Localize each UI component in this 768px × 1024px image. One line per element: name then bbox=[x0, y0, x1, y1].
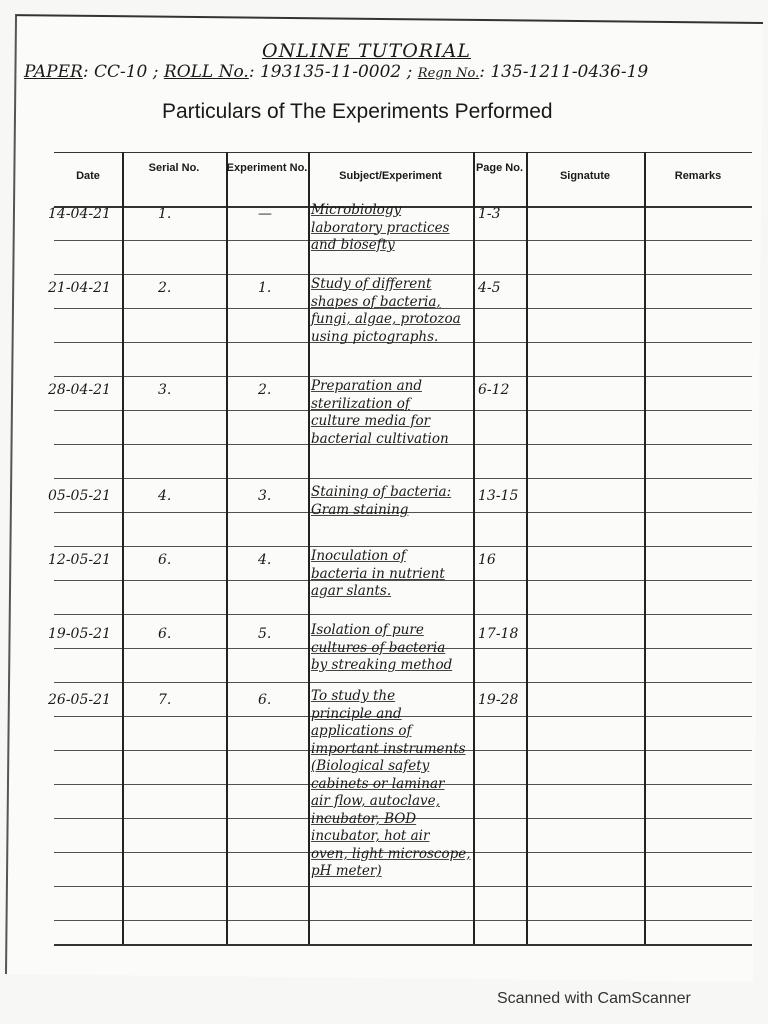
page-title: ONLINE TUTORIAL bbox=[262, 40, 471, 62]
row-experiment: — bbox=[258, 206, 272, 222]
ruled-line bbox=[54, 716, 752, 717]
ruled-line bbox=[54, 920, 752, 921]
header-info bbox=[24, 62, 648, 82]
col-head-subject: Subject/Experiment bbox=[339, 170, 442, 182]
row-subject-line: (Biological safety bbox=[311, 758, 430, 774]
ruled-line bbox=[54, 240, 752, 241]
row-subject-line: sterilization of bbox=[311, 395, 410, 412]
roll-label: ROLL No. bbox=[163, 62, 249, 82]
row-serial: 1. bbox=[158, 206, 172, 222]
separator-colon: : bbox=[82, 62, 94, 82]
roll-value: 193135-11-0002 bbox=[259, 62, 402, 82]
row-subject-line: Preparation and bbox=[311, 378, 422, 394]
row-serial: 6. bbox=[158, 552, 172, 568]
regn-value: 135-1211-0436-19 bbox=[490, 62, 649, 82]
row-subject-line: Inoculation of bbox=[311, 548, 406, 564]
column-divider bbox=[308, 152, 310, 944]
row-page: 1-3 bbox=[478, 206, 501, 222]
table-bottom-border bbox=[54, 944, 752, 946]
column-divider bbox=[644, 152, 646, 944]
row-experiment: 1. bbox=[258, 280, 272, 296]
row-subject-line: Gram staining bbox=[311, 501, 409, 518]
paper-label: PAPER bbox=[24, 62, 83, 82]
paper-value: CC-10 bbox=[93, 62, 148, 82]
ruled-line bbox=[54, 682, 752, 683]
ruled-line bbox=[54, 614, 752, 615]
row-subject-line: cultures of bacteria bbox=[311, 639, 446, 656]
row-subject-line: Staining of bacteria: bbox=[311, 484, 452, 500]
row-subject-line: bacterial cultivation bbox=[311, 430, 449, 447]
col-head-signature: Signatute bbox=[559, 170, 611, 182]
row-date: 14-04-21 bbox=[48, 206, 111, 222]
row-subject-line: using pictographs. bbox=[311, 328, 439, 345]
row-page: 17-18 bbox=[478, 626, 519, 642]
row-date: 28-04-21 bbox=[48, 382, 111, 398]
row-subject-line: air flow, autoclave, bbox=[311, 793, 440, 809]
row-subject-line: incubator, hot air bbox=[311, 828, 430, 844]
col-head-remarks: Remarks bbox=[674, 170, 722, 182]
row-subject-line: laboratory practices bbox=[311, 219, 450, 236]
row-subject-line: bacteria in nutrient bbox=[311, 565, 445, 582]
row-page: 16 bbox=[478, 552, 496, 568]
row-subject-line: principle and bbox=[311, 705, 402, 722]
separator-semicolon: ; bbox=[147, 62, 164, 82]
ruled-line bbox=[54, 478, 752, 479]
col-head-experiment: Experiment No. bbox=[226, 162, 308, 174]
row-serial: 3. bbox=[158, 382, 172, 398]
row-experiment: 3. bbox=[258, 488, 272, 504]
regn-label: Regn No. bbox=[417, 66, 480, 81]
col-head-date: Date bbox=[76, 170, 100, 182]
row-subject-line: Isolation of pure bbox=[311, 622, 424, 638]
row-subject-line: Study of different bbox=[311, 276, 432, 292]
column-divider bbox=[526, 152, 528, 944]
row-experiment: 2. bbox=[258, 382, 272, 398]
row-page: 6-12 bbox=[478, 382, 510, 398]
row-subject-line: incubator, BOD bbox=[311, 810, 417, 827]
row-subject-line: cabinets or laminar bbox=[311, 775, 445, 792]
column-divider bbox=[473, 152, 475, 944]
row-subject-line: To study the bbox=[311, 688, 396, 704]
row-serial: 6. bbox=[158, 626, 172, 642]
row-page: 19-28 bbox=[478, 692, 519, 708]
separator-semicolon: ; bbox=[401, 62, 418, 82]
row-subject-line: Microbiology bbox=[311, 202, 402, 218]
ruled-line bbox=[54, 886, 752, 887]
row-serial: 2. bbox=[158, 280, 172, 296]
row-subject-line: agar slants. bbox=[311, 583, 392, 599]
row-page: 4-5 bbox=[478, 280, 501, 296]
row-date: 21-04-21 bbox=[48, 280, 111, 296]
separator-colon: : bbox=[479, 62, 491, 82]
row-subject-line: fungi, algae, protozoa bbox=[311, 311, 461, 327]
table-top-border bbox=[54, 152, 752, 153]
row-date: 05-05-21 bbox=[48, 488, 111, 504]
row-experiment: 6. bbox=[258, 692, 272, 708]
row-date: 12-05-21 bbox=[48, 552, 111, 568]
column-divider bbox=[226, 152, 228, 944]
separator-colon: : bbox=[248, 62, 260, 82]
row-experiment: 4. bbox=[258, 552, 272, 568]
row-subject-line: shapes of bacteria, bbox=[311, 293, 441, 310]
scanner-watermark: Scanned with CamScanner bbox=[497, 990, 691, 1007]
page-subtitle: Particulars of The Experiments Performed bbox=[162, 100, 553, 123]
experiments-table bbox=[48, 152, 752, 944]
row-subject-line: pH meter) bbox=[311, 863, 382, 879]
row-experiment: 5. bbox=[258, 626, 272, 642]
row-subject-line: applications of bbox=[311, 723, 412, 739]
row-subject-line: important instruments bbox=[311, 740, 466, 757]
row-serial: 4. bbox=[158, 488, 172, 504]
row-subject-line: oven, light microscope, bbox=[311, 845, 471, 862]
row-date: 26-05-21 bbox=[48, 692, 111, 708]
row-serial: 7. bbox=[158, 692, 172, 708]
row-date: 19-05-21 bbox=[48, 626, 111, 642]
col-head-page: Page No. bbox=[475, 162, 524, 174]
col-head-serial: Serial No. bbox=[148, 162, 200, 174]
column-divider bbox=[122, 152, 124, 944]
row-subject-line: and biosefty bbox=[311, 237, 395, 253]
row-subject-line: culture media for bbox=[311, 413, 431, 429]
row-page: 13-15 bbox=[478, 488, 519, 504]
row-subject-line: by streaking method bbox=[311, 657, 453, 673]
